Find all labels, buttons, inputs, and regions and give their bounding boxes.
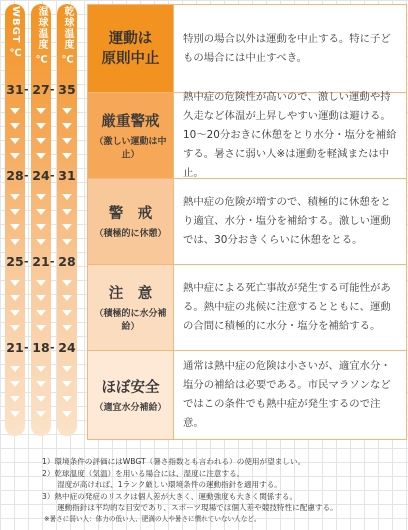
arrow-down-icon — [36, 123, 46, 129]
arrow-down-icon — [62, 138, 72, 144]
level-description: 特別の場合以外は運動を中止する。特に子どもの場合には中止すべき。 — [183, 32, 391, 64]
level-subtitle: （積極的に休憩） — [94, 229, 167, 239]
arrow-down-icon — [62, 411, 72, 417]
arrow-down-icon — [10, 194, 20, 200]
arrow-down-icon — [62, 239, 72, 245]
arrow-down-icon — [62, 123, 72, 129]
level-name: 運動は — [108, 30, 153, 47]
tick-separator: - — [24, 341, 29, 354]
arrow-down-icon — [36, 153, 46, 159]
level-row-stop — [88, 5, 406, 93]
arrow-down-icon — [10, 209, 20, 215]
arrow-down-icon — [62, 209, 72, 215]
level-name: 注 意 — [108, 285, 153, 302]
level-description: 熱中症の危険性が高いので、激しい運動や持久走など体温が上昇しやすい運動は避ける。10～20分おきに休憩をとり水分・塩分を補給する。暑さに弱い人※は運動を軽減または中止。 — [183, 91, 397, 179]
arrow-down-icon — [62, 280, 72, 286]
arrow-down-icon — [36, 108, 46, 114]
arrow-down-icon — [36, 138, 46, 144]
level-subtitle: （積極的に水分補給） — [94, 308, 167, 332]
wbgt-column-header: WBGT ℃ — [10, 6, 21, 60]
level-row-severe-warning — [88, 93, 406, 179]
level-cell — [88, 179, 174, 264]
level-description: 熱中症による死亡事故が発生する可能性がある。熱中症の兆候に注意するとともに、運動の合間に積極的に水分・塩分を補給する。 — [183, 282, 391, 332]
arrow-down-icon — [10, 239, 20, 245]
footnote: 3）熱中症の発症のリスクは個人差が大きく、運動強度も大きく関係する。 — [42, 491, 298, 501]
arrow-down-icon — [36, 366, 46, 372]
footnotes — [42, 456, 404, 524]
level-name: 警 戒 — [108, 206, 153, 222]
arrow-down-icon — [36, 381, 46, 387]
wet-bulb-tick-21: 21 — [32, 254, 50, 269]
arrow-down-icon — [62, 396, 72, 402]
arrow-down-icon — [62, 381, 72, 387]
arrow-down-icon — [36, 194, 46, 200]
arrow-down-icon — [10, 396, 20, 402]
level-cell — [88, 265, 174, 350]
wet-bulb-tick-27: 27 — [32, 82, 50, 97]
arrow-down-icon — [10, 325, 20, 331]
arrow-down-icon — [10, 366, 20, 372]
arrow-down-icon — [62, 325, 72, 331]
tick-separator: - — [50, 169, 55, 182]
arrow-down-icon — [10, 123, 20, 129]
footnote: 2）乾球温度（気温）を用いる場合には、湿度に注意する。 — [42, 468, 245, 478]
tick-separator: - — [50, 83, 55, 96]
arrow-down-icon — [62, 153, 72, 159]
dry-bulb-tick-24: 24 — [58, 340, 76, 355]
level-row-caution — [88, 265, 406, 351]
arrow-down-icon — [10, 108, 20, 114]
arrow-down-icon — [36, 280, 46, 286]
arrow-down-icon — [36, 295, 46, 301]
arrow-down-icon — [36, 209, 46, 215]
arrow-down-icon — [36, 239, 46, 245]
tick-separator: - — [24, 255, 29, 268]
level-cell — [88, 351, 174, 439]
footnote: 運動指針は平均的な目安であり、スポーツ現場では個人差や競技特性に配慮する。 — [57, 503, 338, 512]
wbgt-tick-31: 31 — [6, 82, 24, 97]
guideline-table — [87, 4, 407, 440]
arrow-down-icon — [10, 310, 20, 316]
level-row-almost-safe — [88, 351, 406, 439]
arrow-down-icon — [10, 224, 20, 230]
arrow-down-icon — [10, 411, 20, 417]
footnote: 湿度が高ければ、1ランク厳しい環境条件の運動指針を適用する。 — [57, 480, 282, 489]
level-subtitle: （適宜水分補給） — [94, 402, 167, 413]
arrow-down-icon — [10, 153, 20, 159]
wet-bulb-tick-18: 18 — [32, 340, 50, 355]
arrow-down-icon — [62, 295, 72, 301]
arrow-down-icon — [10, 280, 20, 286]
wet-bulb-column-header: 湿球温度 ℃ — [36, 6, 47, 67]
tick-separator: - — [24, 83, 29, 96]
wbgt-tick-25: 25 — [6, 254, 24, 269]
wet-bulb-tick-24: 24 — [32, 168, 50, 183]
level-name: ほぼ安全 — [101, 379, 160, 396]
wbgt-tick-21: 21 — [6, 340, 24, 355]
level-description: 通常は熱中症の危険は小さいが、適宜水分・塩分の補給は必要である。市民マラソンなどではこの条件でも熱中症が発生するので注意。 — [183, 360, 391, 429]
level-description: 熱中症の危険が増すので、積極的に休憩をとり適宜、水分・塩分を補給する。激しい運動では、30分おきくらいに休憩をとる。 — [183, 196, 391, 246]
tick-separator: - — [50, 341, 55, 354]
level-subtitle: （激しい運動は中止） — [94, 136, 167, 160]
dry-bulb-tick-31: 31 — [58, 168, 76, 183]
dry-bulb-column-header: 乾球温度 ℃ — [62, 6, 73, 67]
arrow-down-icon — [10, 295, 20, 301]
footnote: ※暑さに弱い人：体力の低い人、肥満の人や暑さに慣れていない人など。 — [44, 514, 261, 523]
arrow-down-icon — [62, 310, 72, 316]
arrow-down-icon — [36, 411, 46, 417]
arrow-down-icon — [36, 396, 46, 402]
arrow-down-icon — [10, 381, 20, 387]
arrow-down-icon — [62, 194, 72, 200]
level-cell — [88, 5, 174, 92]
arrow-down-icon — [62, 366, 72, 372]
arrow-down-icon — [36, 224, 46, 230]
wbgt-tick-28: 28 — [6, 168, 24, 183]
arrow-down-icon — [36, 310, 46, 316]
tick-separator: - — [24, 169, 29, 182]
footnote: 1）環境条件の評価にはWBGT（暑さ指数とも言われる）の使用が望ましい。 — [42, 457, 306, 466]
dry-bulb-tick-35: 35 — [58, 82, 76, 97]
arrow-down-icon — [36, 325, 46, 331]
arrow-down-icon — [10, 138, 20, 144]
level-cell — [88, 93, 174, 178]
tick-separator: - — [50, 255, 55, 268]
level-row-warning — [88, 179, 406, 265]
arrow-down-icon — [62, 224, 72, 230]
level-name: 厳重警戒 — [101, 113, 160, 130]
dry-bulb-tick-28: 28 — [58, 254, 76, 269]
arrow-down-icon — [62, 108, 72, 114]
level-name: 原則中止 — [101, 50, 160, 67]
